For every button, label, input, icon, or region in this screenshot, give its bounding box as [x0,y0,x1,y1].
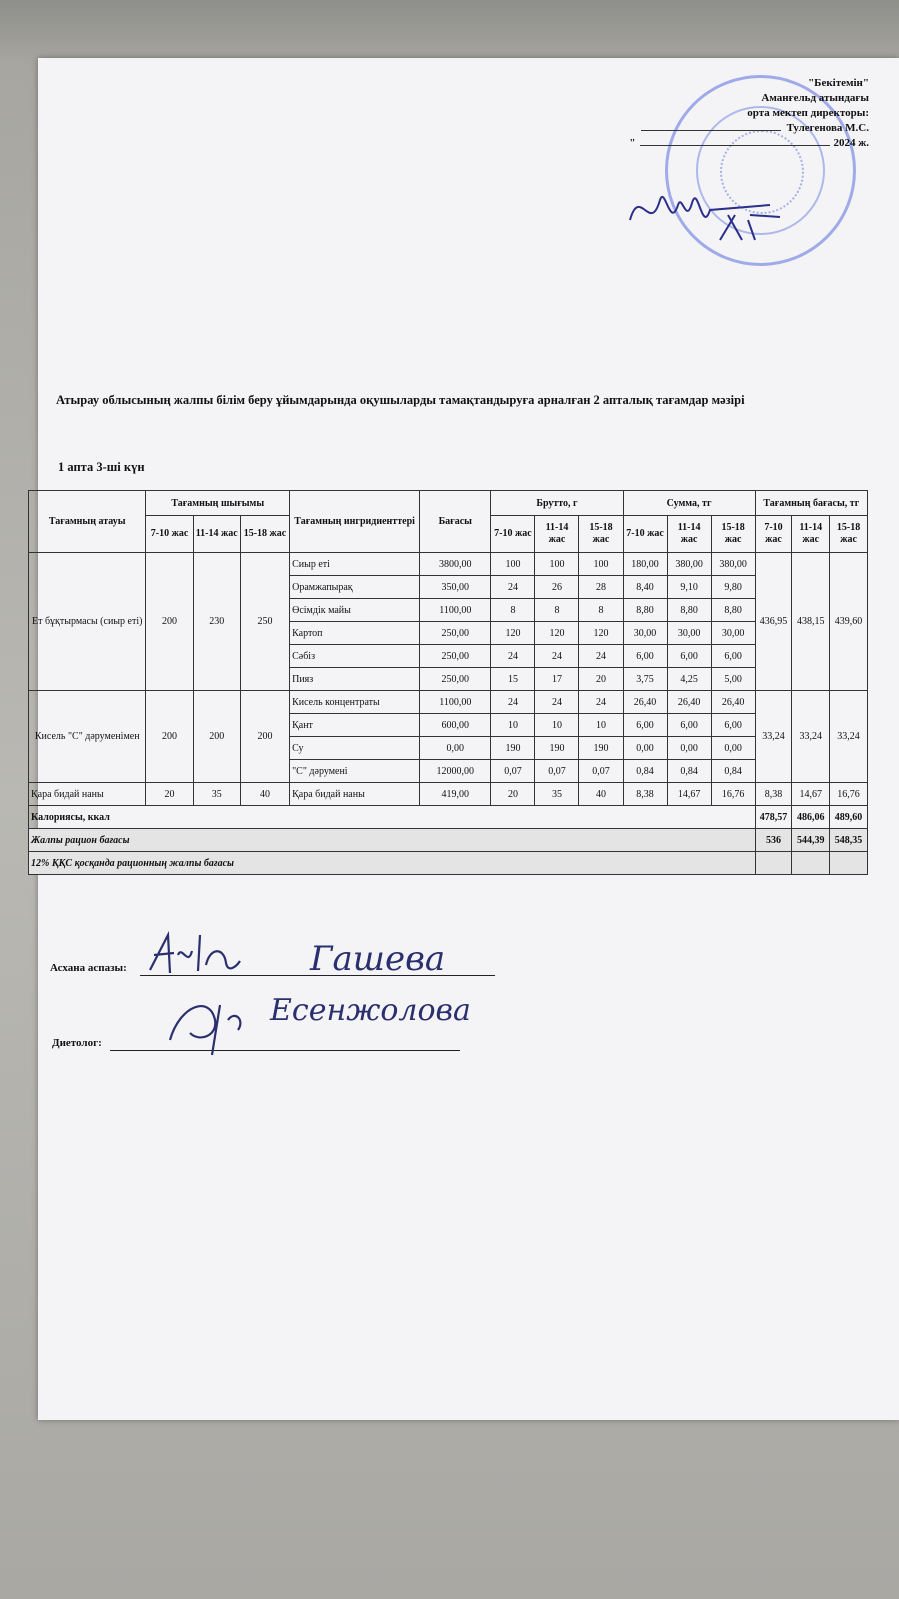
sum-cell: 0,00 [667,737,711,760]
brutto-cell: 190 [579,737,623,760]
ingredient-name: Қара бидай наны [290,783,420,806]
header-dish-name: Тағамның атауы [29,491,146,553]
ingredient-price: 12000,00 [420,760,491,783]
sum-cell: 380,00 [667,553,711,576]
age-header: 7-10 жас [623,516,667,553]
ingredient-price: 600,00 [420,714,491,737]
sum-cell: 9,80 [711,576,755,599]
dietitian-label: Диетолог: [52,1037,102,1049]
vat-total-value [792,852,830,875]
approval-block [549,76,869,151]
ingredient-price: 250,00 [420,645,491,668]
brutto-cell: 24 [491,691,535,714]
dish-output: 200 [146,553,193,691]
brutto-cell: 20 [491,783,535,806]
brutto-cell: 24 [535,691,579,714]
director-title: орта мектеп директоры: [747,107,869,119]
age-header: 15-18 жас [711,516,755,553]
sum-cell: 6,00 [711,714,755,737]
sum-cell: 8,40 [623,576,667,599]
ingredient-name: Орамжапырақ [290,576,420,599]
header-ingredients: Тағамның ингридиенттері [290,491,420,553]
brutto-cell: 24 [579,691,623,714]
brutto-cell: 120 [535,622,579,645]
school-name: Аманғельд атындағы [761,92,869,104]
brutto-cell: 10 [491,714,535,737]
total-price-value: 544,39 [792,829,830,852]
sum-cell: 5,00 [711,668,755,691]
sum-cell: 6,00 [623,714,667,737]
brutto-cell: 10 [535,714,579,737]
sum-cell: 6,00 [667,714,711,737]
ingredient-name: Су [290,737,420,760]
approval-heading: "Бекітемін" [808,77,869,89]
age-header: 7-10 жас [755,516,792,553]
cook-name: Гашева [310,939,446,979]
brutto-cell: 8 [491,599,535,622]
brutto-cell: 28 [579,576,623,599]
brutto-cell: 24 [579,645,623,668]
brutto-cell: 0,07 [491,760,535,783]
dish-price: 436,95 [755,553,792,691]
sum-cell: 180,00 [623,553,667,576]
header-sum: Сумма, тг [623,491,755,516]
dish-output: 250 [240,553,289,691]
approval-date: " 2024 ж. [629,137,869,149]
vat-total-value [830,852,868,875]
ingredient-price: 350,00 [420,576,491,599]
ingredient-name: Қант [290,714,420,737]
brutto-cell: 10 [579,714,623,737]
dish-output: 200 [240,691,289,783]
ingredient-price: 250,00 [420,668,491,691]
brutto-cell: 8 [535,599,579,622]
sum-cell: 8,80 [711,599,755,622]
brutto-cell: 40 [579,783,623,806]
total-price-value: 548,35 [830,829,868,852]
menu-table [28,490,868,875]
ingredient-name: Картоп [290,622,420,645]
age-header: 11-14 жас [193,516,240,553]
age-header: 15-18 жас [830,516,868,553]
dish-output: 230 [193,553,240,691]
sum-cell: 8,80 [623,599,667,622]
age-header: 11-14 жас [535,516,579,553]
calories-label: Калориясы, ккал [29,806,756,829]
header-dish-price: Тағамның бағасы, тг [755,491,867,516]
brutto-cell: 0,07 [535,760,579,783]
calories-row [29,806,868,829]
table-row [29,783,868,806]
brutto-cell: 20 [579,668,623,691]
age-header: 7-10 жас [146,516,193,553]
header-output: Тағамның шығымы [146,491,290,516]
table-row [29,691,868,714]
sum-cell: 8,38 [623,783,667,806]
header-brutto: Брутто, г [491,491,623,516]
dish-output: 20 [146,783,193,806]
document-title: Атырау облысының жалпы білім беру ұйымдарында оқушыларды тамақтандыруға арналған 2 апталық тағамдар мәзірі [56,393,745,407]
ingredient-name: Кисель концентраты [290,691,420,714]
vat-total-label: 12% ҚҚС қосқанда рационның жалпы бағасы [29,852,756,875]
ingredient-price: 1100,00 [420,691,491,714]
day-label: 1 апта 3-ші күн [58,460,145,474]
dish-price: 438,15 [792,553,830,691]
calories-value: 489,60 [830,806,868,829]
sum-cell: 30,00 [623,622,667,645]
sum-cell: 0,00 [623,737,667,760]
sum-cell: 0,84 [623,760,667,783]
brutto-cell: 24 [535,645,579,668]
age-header: 15-18 жас [579,516,623,553]
dish-name: Кисель "С" дәруменімен [29,691,146,783]
dish-price: 33,24 [830,691,868,783]
brutto-cell: 26 [535,576,579,599]
age-header: 11-14 жас [792,516,830,553]
director-name: Тулегенова М.С. [549,121,869,136]
ingredient-name: Пияз [290,668,420,691]
dish-output: 200 [193,691,240,783]
ingredient-price: 3800,00 [420,553,491,576]
vat-total-value [755,852,792,875]
sum-cell: 4,25 [667,668,711,691]
sum-cell: 3,75 [623,668,667,691]
ingredient-price: 1100,00 [420,599,491,622]
dish-price: 8,38 [755,783,792,806]
brutto-cell: 100 [491,553,535,576]
sum-cell: 26,40 [711,691,755,714]
total-price-label: Жалпы рацион бағасы [29,829,756,852]
sum-cell: 26,40 [623,691,667,714]
dietitian-name: Есенжолова [270,993,471,1028]
dish-price: 33,24 [755,691,792,783]
age-header: 7-10 жас [491,516,535,553]
brutto-cell: 15 [491,668,535,691]
brutto-cell: 100 [535,553,579,576]
header-price: Бағасы [420,491,491,553]
director-signature [620,175,790,265]
ingredient-name: Өсімдік майы [290,599,420,622]
sum-cell: 0,00 [711,737,755,760]
dish-price: 14,67 [792,783,830,806]
dish-output: 200 [146,691,193,783]
dish-output: 40 [240,783,289,806]
brutto-cell: 24 [491,576,535,599]
ingredient-price: 0,00 [420,737,491,760]
sum-cell: 8,80 [667,599,711,622]
sum-cell: 0,84 [711,760,755,783]
sum-cell: 30,00 [711,622,755,645]
dish-name: Қара бидай наны [29,783,146,806]
ingredient-name: Сиыр еті [290,553,420,576]
handwritten-signatures [140,925,500,1060]
brutto-cell: 120 [491,622,535,645]
brutto-cell: 8 [579,599,623,622]
ingredient-name: "С" дәрумені [290,760,420,783]
brutto-cell: 35 [535,783,579,806]
table-row [29,553,868,576]
brutto-cell: 24 [491,645,535,668]
total-price-row [29,829,868,852]
dish-output: 35 [193,783,240,806]
calories-value: 478,57 [755,806,792,829]
cook-label: Асхана аспазы: [50,962,127,974]
brutto-cell: 120 [579,622,623,645]
age-header: 11-14 жас [667,516,711,553]
brutto-cell: 17 [535,668,579,691]
dish-price: 16,76 [830,783,868,806]
dish-name: Ет бұқтырмасы (сиыр еті) [29,553,146,691]
sum-cell: 26,40 [667,691,711,714]
sum-cell: 9,10 [667,576,711,599]
vat-total-row [29,852,868,875]
sum-cell: 380,00 [711,553,755,576]
total-price-value: 536 [755,829,792,852]
sum-cell: 16,76 [711,783,755,806]
sum-cell: 30,00 [667,622,711,645]
sum-cell: 6,00 [623,645,667,668]
brutto-cell: 190 [491,737,535,760]
sum-cell: 14,67 [667,783,711,806]
dish-price: 439,60 [830,553,868,691]
brutto-cell: 0,07 [579,760,623,783]
ingredient-name: Сәбіз [290,645,420,668]
brutto-cell: 100 [579,553,623,576]
brutto-cell: 190 [535,737,579,760]
ingredient-price: 250,00 [420,622,491,645]
ingredient-price: 419,00 [420,783,491,806]
calories-value: 486,06 [792,806,830,829]
sum-cell: 6,00 [711,645,755,668]
dish-price: 33,24 [792,691,830,783]
sum-cell: 6,00 [667,645,711,668]
sum-cell: 0,84 [667,760,711,783]
age-header: 15-18 жас [240,516,289,553]
